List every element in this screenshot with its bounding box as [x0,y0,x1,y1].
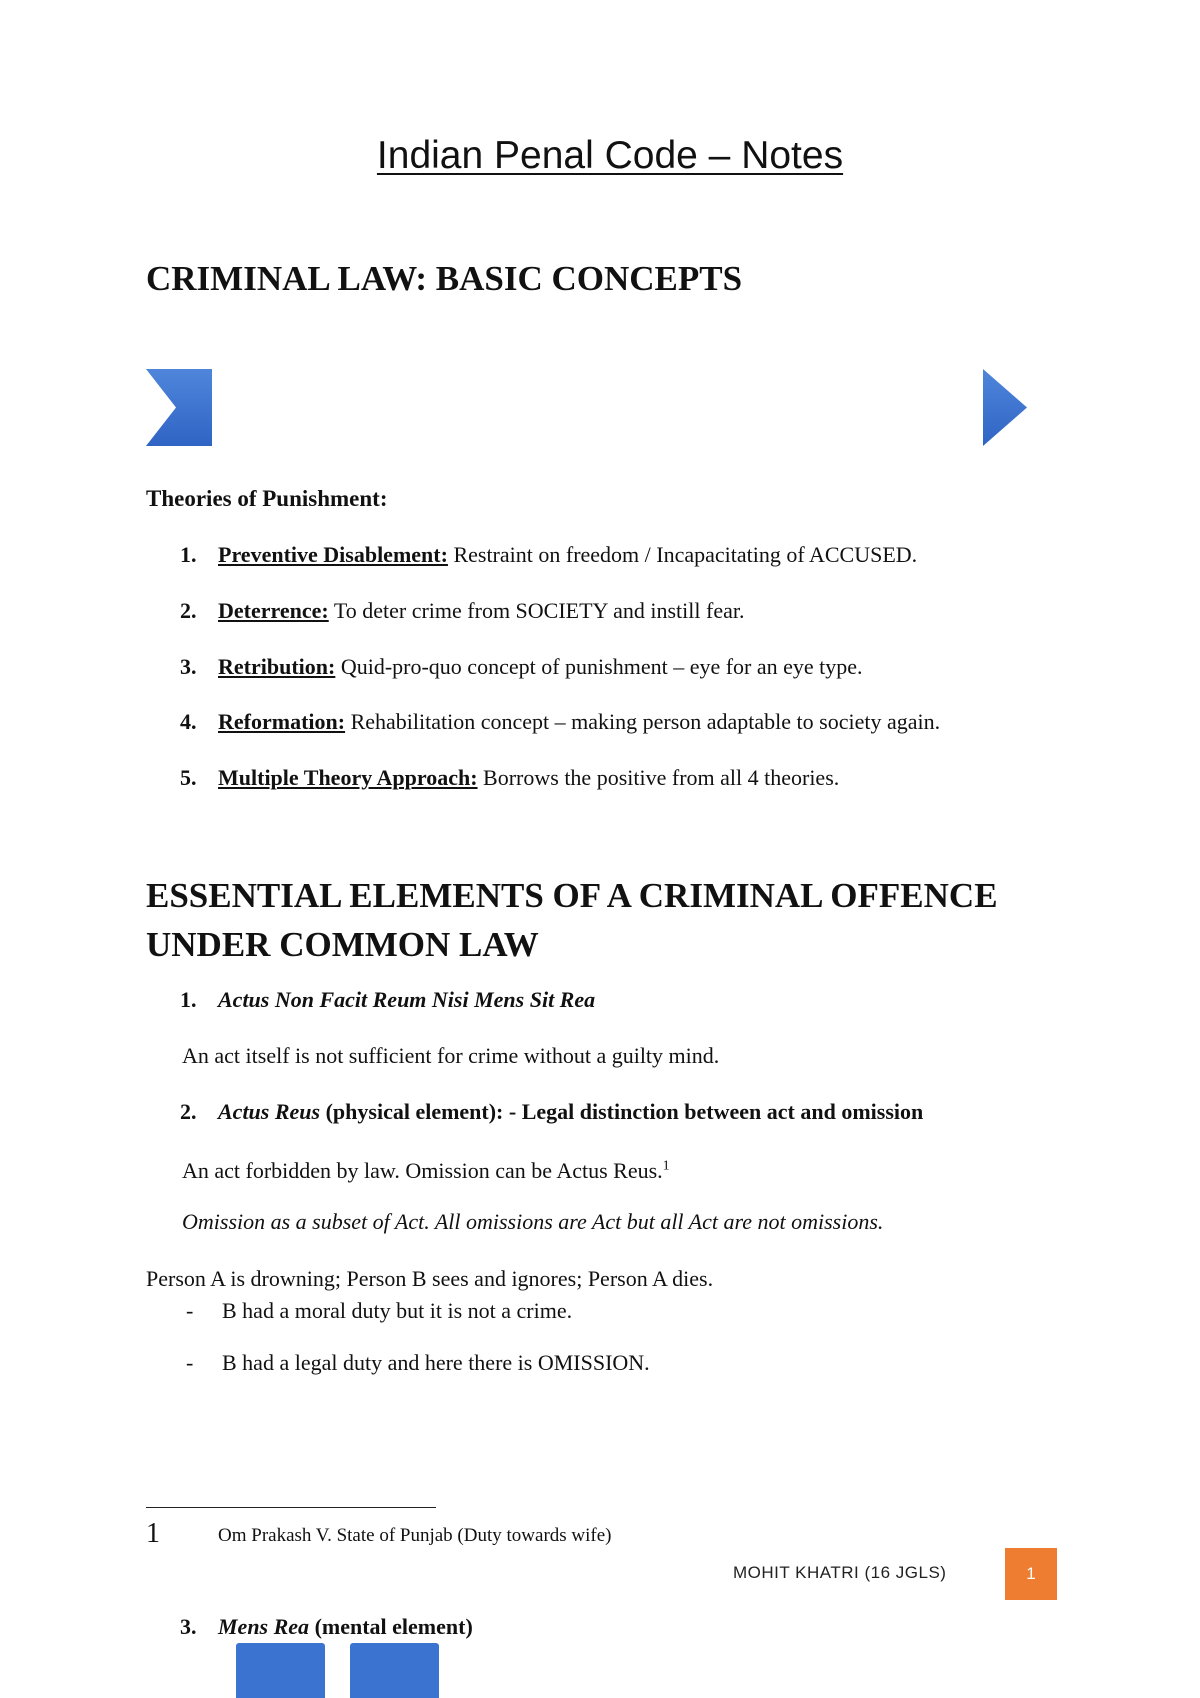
bullet-text: B had a legal duty and here there is OMISSION. [222,1350,650,1375]
footnote-number: 1 [146,1518,160,1549]
bullet-text: B had a moral duty but it is not a crime. [222,1298,573,1323]
theory-label: Reformation: [218,709,346,734]
theory-text: Quid-pro-quo concept of punishment – eye for an eye type. [335,654,863,679]
theory-label: Retribution: [218,654,336,679]
theory-label: Multiple Theory Approach: [218,765,478,790]
theory-text: To deter crime from SOCIETY and instill fear. [328,598,745,623]
footer-author: MOHIT KHATRI (16 JGLS) [733,1563,947,1582]
element-1-title: Actus Non Facit Reum Nisi Mens Sit Rea [218,987,596,1012]
element-1-description: An act itself is not sufficient for crime without a guilty mind. [182,1043,720,1068]
theories-heading: Theories of Punishment: [146,486,388,511]
theory-text: Rehabilitation concept – making person adaptable to society again. [345,709,941,734]
chevron-right-icon [146,369,212,446]
element-3-title: Mens Rea [218,1614,310,1639]
document-title: Indian Penal Code – Notes [376,134,844,177]
element-2-description: An act forbidden by law. Omission can be Actus Reus.$^1$ [182,1158,670,1183]
theory-label: Preventive Disablement: [218,542,448,567]
page-number-badge: 1 [1005,1548,1057,1600]
footnote-text: Om Prakash V. State of Punjab (Duty towards wife) [218,1525,612,1546]
theory-text: Borrows the positive from all 4 theories. [477,765,840,790]
heading-criminal-law: CRIMINAL LAW: BASIC CONCEPTS [146,259,743,298]
footnote-reference[interactable]: 1 [662,1158,670,1174]
element-2-title: Actus Reus [218,1099,321,1124]
theory-label: Deterrence: [218,598,329,623]
theory-text: Restraint on freedom / Incapacitating of ACCUSED. [447,542,918,567]
diagram-box [236,1643,325,1698]
example-text: Person A is drowning; Person B sees and ignores; Person A dies. [146,1266,714,1291]
element-2-note: Omission as a subset of Act. All omissions are Act but all Act are not omissions. [182,1209,884,1234]
diagram-box [350,1643,439,1698]
element-2-title-rest: (physical element): - Legal distinction between act and omission [320,1099,924,1124]
footnote-separator [146,1507,436,1508]
element-3-title-rest: (mental element) [309,1614,473,1639]
arrow-right-icon [983,369,1027,446]
heading-essential-elements: ESSENTIAL ELEMENTS OF A CRIMINAL OFFENCE UNDER COMMON LAW [146,876,998,964]
